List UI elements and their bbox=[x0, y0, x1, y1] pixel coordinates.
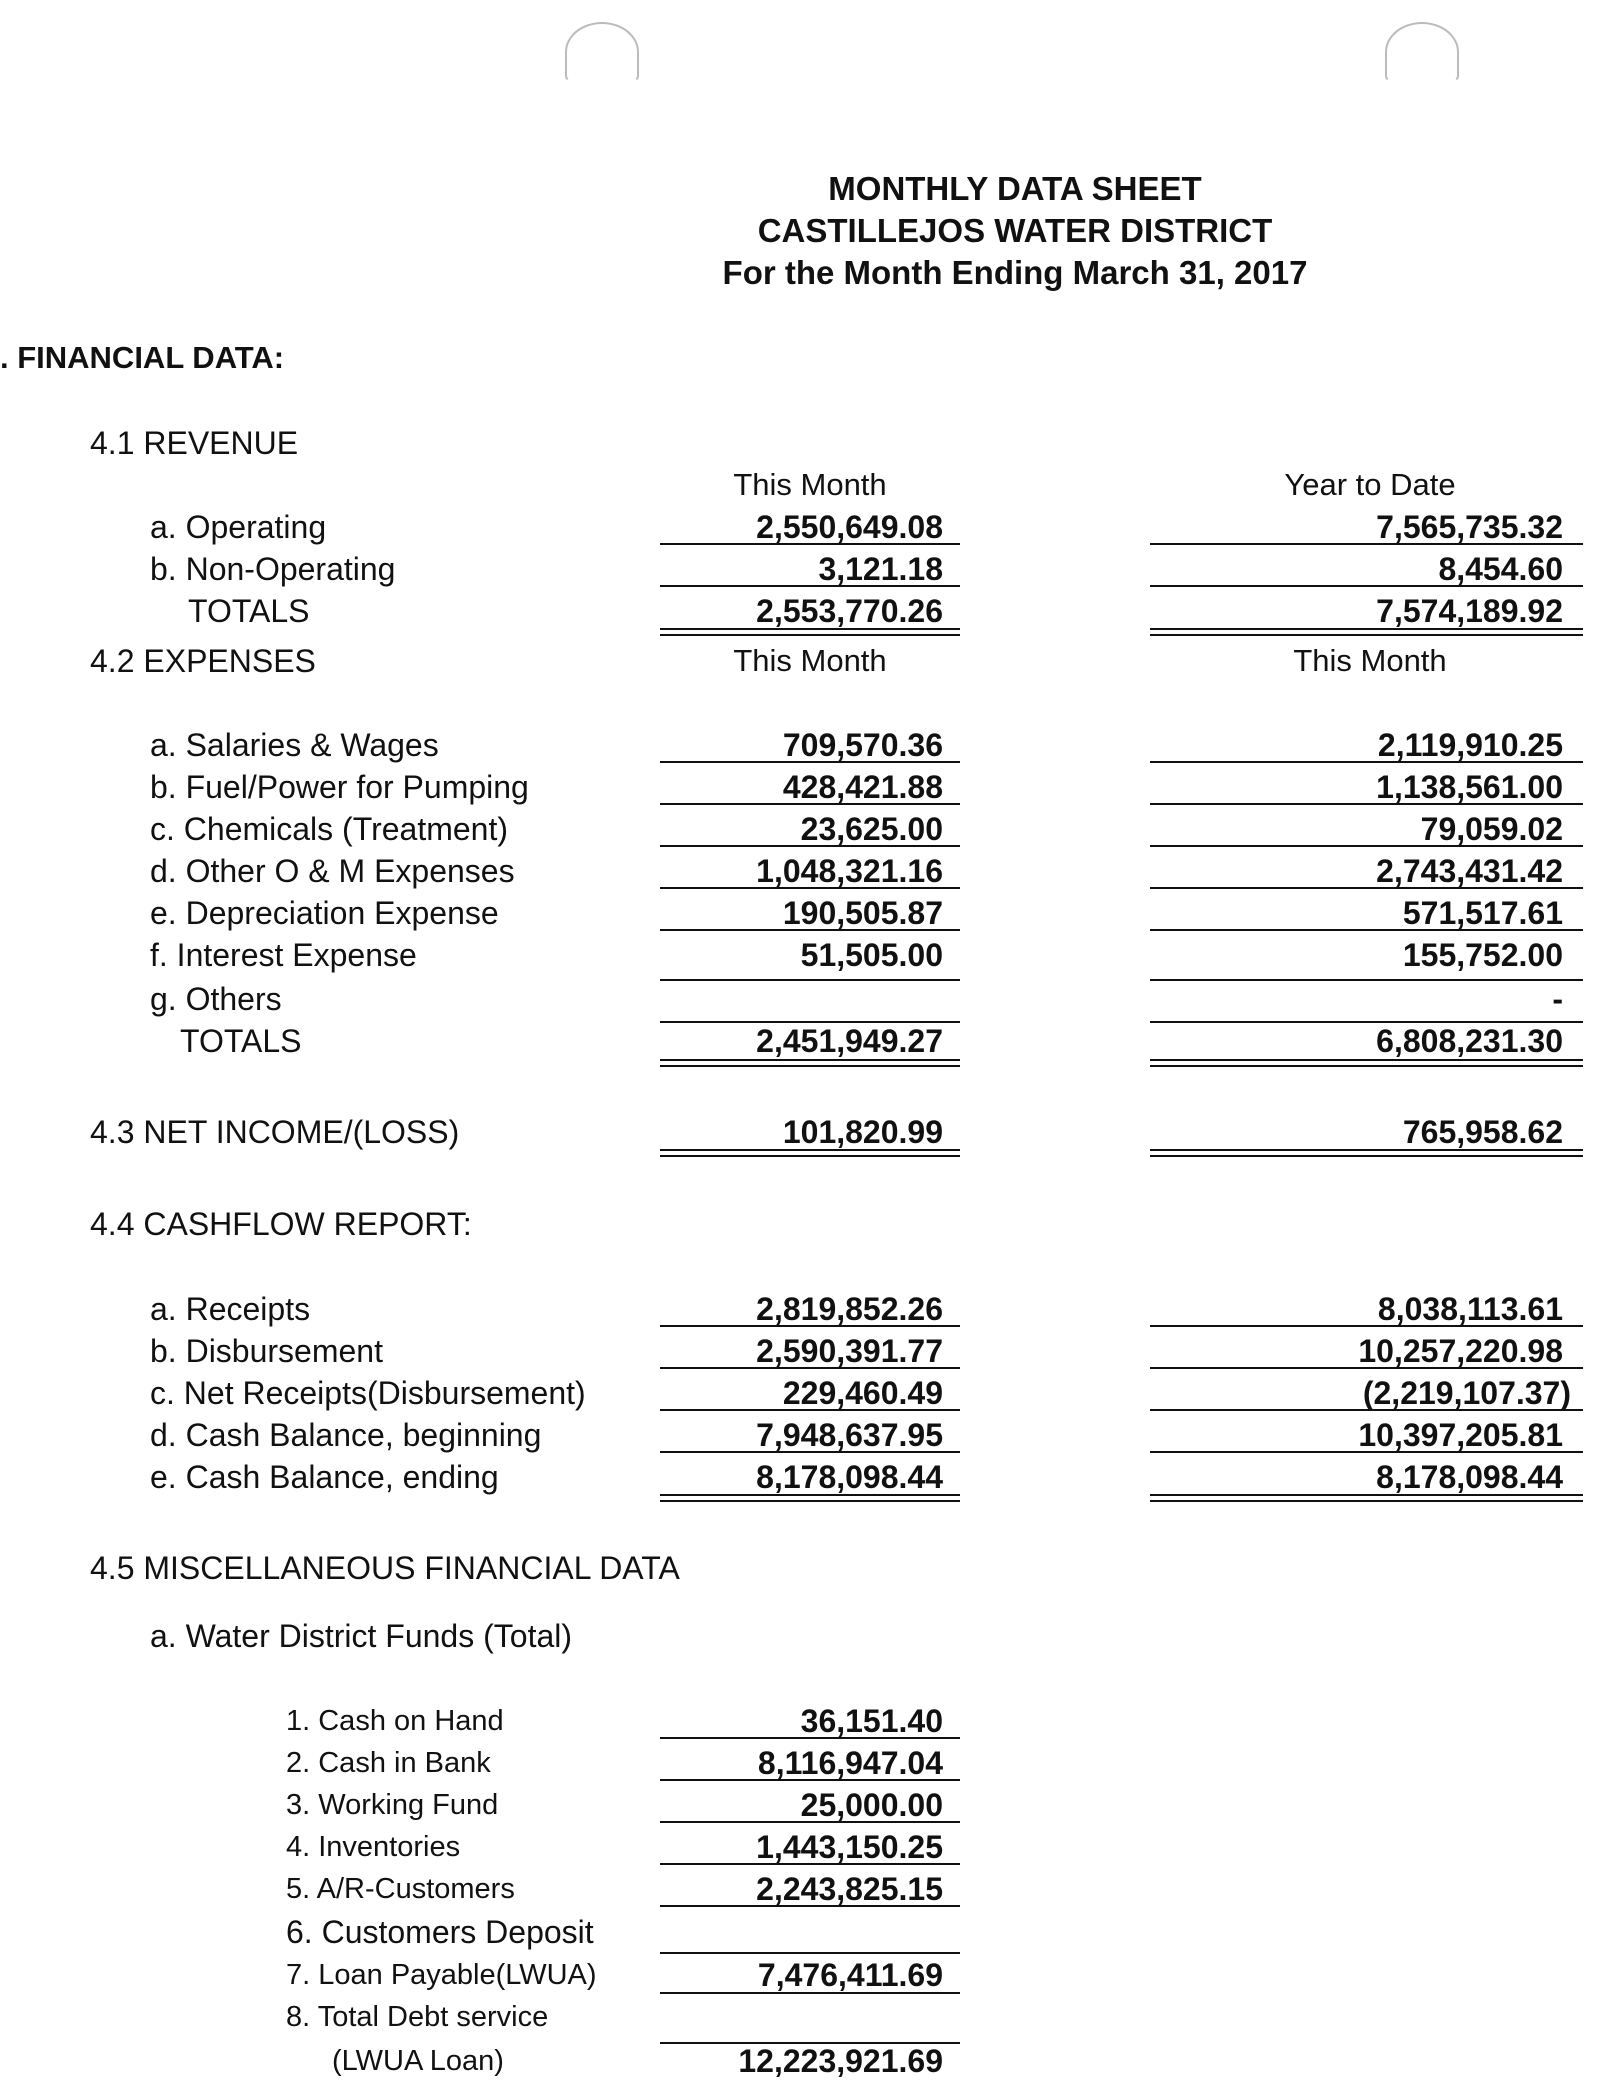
misc-heading: 4.5 MISCELLANEOUS FINANCIAL DATA bbox=[90, 1550, 680, 1586]
fund-row-label: 8. Total Debt service bbox=[286, 2001, 549, 2033]
expenses-col-this-month: This Month bbox=[733, 643, 887, 678]
expense-row-ytd: 79,059.02 bbox=[1420, 811, 1563, 847]
revenue-totals-label: TOTALS bbox=[188, 593, 310, 629]
double-divider bbox=[1150, 1494, 1583, 1502]
divider bbox=[660, 979, 960, 981]
expense-row-ytd: - bbox=[1552, 981, 1563, 1017]
divider bbox=[1150, 585, 1583, 587]
double-divider bbox=[1150, 1059, 1583, 1067]
cashflow-row-ytd: 10,257,220.98 bbox=[1358, 1333, 1563, 1369]
fund-row-label: (LWUA Loan) bbox=[332, 2045, 504, 2077]
divider bbox=[1150, 845, 1583, 847]
fund-row-label: 4. Inventories bbox=[286, 1831, 461, 1863]
divider bbox=[660, 1451, 960, 1453]
divider bbox=[660, 929, 960, 931]
fund-row-label: 2. Cash in Bank bbox=[286, 1747, 491, 1779]
divider bbox=[660, 1409, 960, 1411]
revenue-row-month: 3,121.18 bbox=[818, 551, 943, 587]
net-income-label: 4.3 NET INCOME/(LOSS) bbox=[90, 1114, 460, 1150]
fund-row-value: 8,116,947.04 bbox=[757, 1745, 943, 1781]
cashflow-row-label: b. Disbursement bbox=[150, 1333, 383, 1369]
fund-row-label: 6. Customers Deposit bbox=[286, 1914, 594, 1950]
cashflow-row-month: 8,178,098.44 bbox=[756, 1459, 943, 1495]
revenue-row-month: 2,550,649.08 bbox=[756, 509, 943, 545]
divider bbox=[1150, 761, 1583, 763]
fund-row-value: 12,223,921.69 bbox=[738, 2043, 943, 2079]
cashflow-row-label: c. Net Receipts(Disbursement) bbox=[150, 1375, 586, 1411]
cashflow-row-month: 7,948,637.95 bbox=[756, 1417, 943, 1453]
double-divider bbox=[660, 1494, 960, 1502]
cashflow-row-ytd: 8,038,113.61 bbox=[1377, 1291, 1563, 1327]
cashflow-row-ytd: 10,397,205.81 bbox=[1358, 1417, 1563, 1453]
divider bbox=[1150, 979, 1583, 981]
expense-row-month: 709,570.36 bbox=[782, 727, 943, 763]
divider bbox=[1150, 543, 1583, 545]
fund-row-label: 3. Working Fund bbox=[286, 1789, 499, 1821]
divider bbox=[1150, 929, 1583, 931]
revenue-heading: 4.1 REVENUE bbox=[90, 425, 299, 461]
revenue-row-ytd: 7,565,735.32 bbox=[1376, 509, 1563, 545]
net-income-month: 101,820.99 bbox=[782, 1114, 943, 1150]
revenue-row-ytd: 8,454.60 bbox=[1438, 551, 1563, 587]
divider bbox=[660, 543, 960, 545]
revenue-totals-ytd: 7,574,189.92 bbox=[1376, 593, 1563, 629]
expense-row-month: 1,048,321.16 bbox=[756, 853, 943, 889]
divider bbox=[1150, 887, 1583, 889]
divider bbox=[660, 1737, 960, 1739]
divider bbox=[1150, 1451, 1583, 1453]
fund-row-value: 36,151.40 bbox=[800, 1703, 943, 1739]
cashflow-heading: 4.4 CASHFLOW REPORT: bbox=[90, 1206, 472, 1242]
divider bbox=[1150, 1409, 1583, 1411]
misc-subheading: a. Water District Funds (Total) bbox=[150, 1618, 573, 1654]
double-divider bbox=[1150, 628, 1583, 636]
revenue-col-this-month: This Month bbox=[733, 467, 887, 502]
expense-row-label: d. Other O & M Expenses bbox=[150, 853, 515, 889]
period-ending: For the Month Ending March 31, 2017 bbox=[722, 254, 1308, 291]
divider bbox=[1150, 803, 1583, 805]
expense-row-month: 51,505.00 bbox=[800, 937, 943, 973]
fund-row-value: 7,476,411.69 bbox=[757, 1957, 943, 1993]
divider bbox=[660, 1325, 960, 1327]
cashflow-row-month: 2,590,391.77 bbox=[756, 1333, 943, 1369]
divider bbox=[1150, 1367, 1583, 1369]
divider bbox=[660, 1367, 960, 1369]
cashflow-row-ytd: (2,219,107.37) bbox=[1362, 1375, 1571, 1411]
expense-row-month: 428,421.88 bbox=[782, 769, 943, 805]
expense-row-label: b. Fuel/Power for Pumping bbox=[150, 769, 529, 805]
cashflow-row-ytd: 8,178,098.44 bbox=[1376, 1459, 1563, 1495]
expense-row-month: 23,625.00 bbox=[800, 811, 943, 847]
divider bbox=[660, 1992, 960, 1994]
fund-row-value: 1,443,150.25 bbox=[756, 1829, 943, 1865]
expense-totals-label: TOTALS bbox=[180, 1023, 302, 1059]
divider bbox=[1150, 1325, 1583, 1327]
expense-row-label: f. Interest Expense bbox=[150, 937, 417, 973]
fund-row-label: 5. A/R-Customers bbox=[286, 1873, 515, 1905]
district-name: CASTILLEJOS WATER DISTRICT bbox=[757, 212, 1273, 249]
revenue-totals-month: 2,553,770.26 bbox=[756, 593, 943, 629]
expense-row-ytd: 155,752.00 bbox=[1402, 937, 1563, 973]
sheet-title: MONTHLY DATA SHEET bbox=[828, 170, 1202, 207]
double-divider bbox=[660, 1149, 960, 1157]
divider bbox=[660, 1863, 960, 1865]
punch-hole-icon bbox=[1385, 22, 1459, 82]
expense-row-month: 190,505.87 bbox=[782, 895, 943, 931]
expense-row-ytd: 571,517.61 bbox=[1402, 895, 1563, 931]
expenses-col-right: This Month bbox=[1293, 643, 1447, 678]
revenue-row-label: a. Operating bbox=[150, 509, 327, 545]
section-title: . FINANCIAL DATA: bbox=[0, 340, 285, 375]
cashflow-row-month: 229,460.49 bbox=[782, 1375, 943, 1411]
expense-row-ytd: 2,743,431.42 bbox=[1376, 853, 1563, 889]
expense-row-ytd: 1,138,561.00 bbox=[1376, 769, 1563, 805]
expense-totals-ytd: 6,808,231.30 bbox=[1376, 1023, 1563, 1059]
divider bbox=[660, 1779, 960, 1781]
divider bbox=[660, 1821, 960, 1823]
double-divider bbox=[1150, 1149, 1583, 1157]
cashflow-row-label: e. Cash Balance, ending bbox=[150, 1459, 499, 1495]
expense-row-label: e. Depreciation Expense bbox=[150, 895, 499, 931]
punch-hole-icon bbox=[565, 22, 639, 82]
expense-row-ytd: 2,119,910.25 bbox=[1377, 727, 1563, 763]
cashflow-row-month: 2,819,852.26 bbox=[756, 1291, 943, 1327]
revenue-col-year-to-date: Year to Date bbox=[1284, 467, 1456, 502]
divider bbox=[660, 887, 960, 889]
divider bbox=[660, 585, 960, 587]
fund-row-label: 7. Loan Payable(LWUA) bbox=[286, 1959, 597, 1991]
divider bbox=[660, 1905, 960, 1907]
double-divider bbox=[660, 628, 960, 636]
double-divider bbox=[660, 1059, 960, 1067]
fund-row-label: 1. Cash on Hand bbox=[286, 1705, 504, 1737]
expense-row-label: a. Salaries & Wages bbox=[150, 727, 439, 763]
fund-row-value: 25,000.00 bbox=[800, 1787, 943, 1823]
expense-row-label: g. Others bbox=[150, 981, 282, 1017]
revenue-row-label: b. Non-Operating bbox=[150, 551, 396, 587]
expenses-heading: 4.2 EXPENSES bbox=[90, 643, 316, 679]
cashflow-row-label: a. Receipts bbox=[150, 1291, 311, 1327]
cashflow-row-label: d. Cash Balance, beginning bbox=[150, 1417, 542, 1453]
divider bbox=[660, 845, 960, 847]
expense-totals-month: 2,451,949.27 bbox=[756, 1023, 943, 1059]
divider bbox=[660, 803, 960, 805]
expense-row-label: c. Chemicals (Treatment) bbox=[150, 811, 508, 847]
divider bbox=[660, 761, 960, 763]
fund-row-value: 2,243,825.15 bbox=[756, 1871, 943, 1907]
net-income-ytd: 765,958.62 bbox=[1402, 1114, 1563, 1150]
divider bbox=[660, 1952, 960, 1954]
